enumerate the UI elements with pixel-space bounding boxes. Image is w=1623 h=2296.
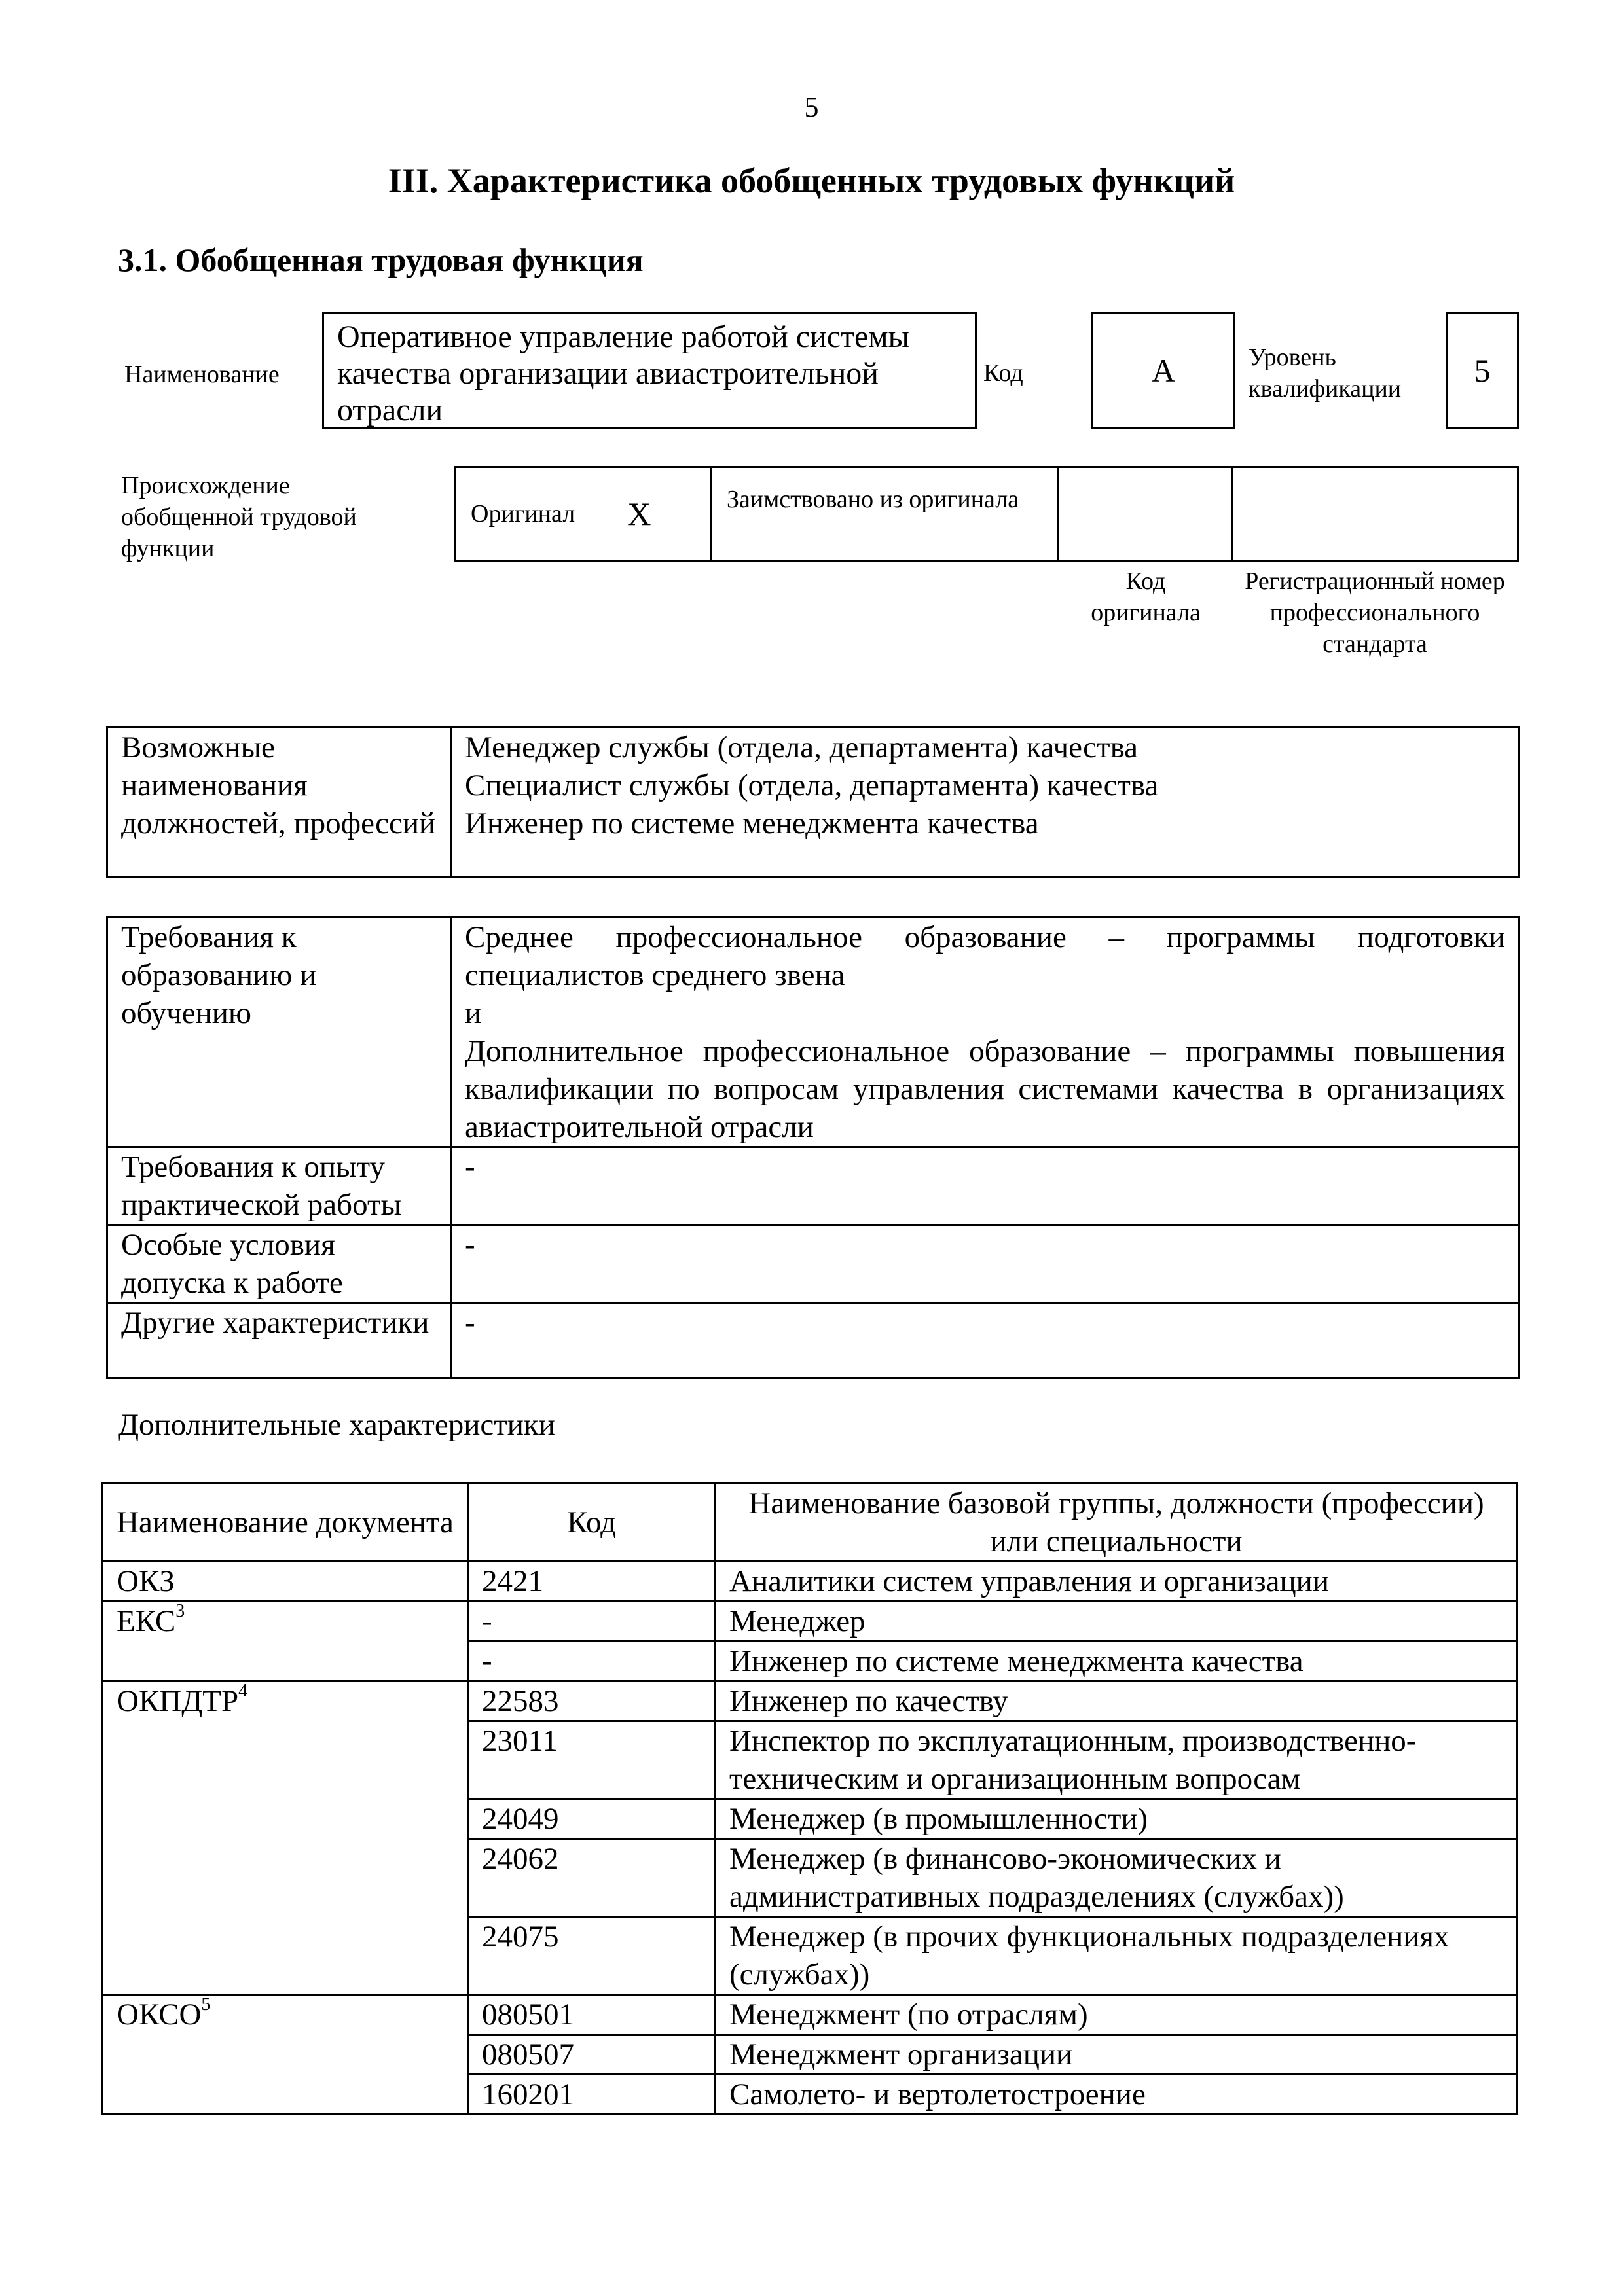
name-cell: Менеджмент (по отраслям) — [716, 1995, 1518, 2035]
header-name: Наименование базовой группы, должности (профессии) или специальности — [716, 1484, 1518, 1562]
req-other-label: Другие характеристики — [107, 1303, 451, 1378]
doc-cell — [103, 2075, 468, 2115]
header-doc: Наименование документа — [103, 1484, 468, 1562]
additional-table-body — [103, 1562, 1518, 2115]
origin-reg-cell — [1231, 466, 1519, 562]
name-cell: Менеджер (в финансово-экономических и административных подразделениях (службах)) — [716, 1839, 1518, 1917]
code-cell: 080501 — [468, 1995, 716, 2035]
original-mark: X — [627, 495, 651, 532]
table-row — [103, 2035, 1518, 2075]
table-row — [103, 1562, 1518, 1602]
req-experience-value: - — [451, 1147, 1520, 1225]
name-cell: Инспектор по эксплуатационным, производственно-техническим и организационным вопросам — [716, 1721, 1518, 1799]
req-education-line: Дополнительное профессиональное образование – программы повышения квалификации по вопросам управления системами качества в организациях авиастроительной отрасли — [465, 1034, 1505, 1144]
table-row — [103, 1799, 1518, 1839]
req-education-value — [451, 918, 1520, 1147]
name-cell: Самолето- и вертолетостроение — [716, 2075, 1518, 2115]
table-header-row — [103, 1484, 1518, 1562]
doc-cell — [103, 1562, 468, 1602]
table-row — [107, 1225, 1520, 1303]
footnote-ref: 5 — [201, 1994, 211, 2015]
name-cell: Менеджер — [716, 1602, 1518, 1641]
req-education-line: и — [465, 996, 482, 1030]
code-original-caption: Код оригинала — [1091, 567, 1201, 626]
doc-cell — [103, 2035, 468, 2075]
name-cell: Инженер по качеству — [716, 1681, 1518, 1721]
borrowed-label: Заимствовано из оригинала — [727, 486, 1019, 513]
requirements-table — [106, 916, 1520, 1379]
footnote-ref: 4 — [238, 1681, 248, 1701]
doc-name: ОКЗ — [117, 1564, 175, 1598]
table-row — [103, 1995, 1518, 2035]
name-cell: Менеджер (в прочих функциональных подразделениях (службах)) — [716, 1917, 1518, 1995]
positions-values — [451, 728, 1520, 878]
header-code: Код — [468, 1484, 716, 1562]
table-row — [107, 1303, 1520, 1378]
req-experience-label: Требования к опыту практической работы — [107, 1147, 451, 1225]
code-cell: - — [468, 1602, 716, 1641]
name-cell: Инженер по системе менеджмента качества — [716, 1641, 1518, 1681]
level-label: Уровень квалификации — [1249, 344, 1402, 403]
code-cell: - — [468, 1641, 716, 1681]
req-education-label: Требования к образованию и обучению — [107, 918, 451, 1147]
table-row — [107, 728, 1520, 878]
doc-cell — [103, 1917, 468, 1995]
footnote-ref: 3 — [175, 1601, 185, 1621]
additional-heading: Дополнительные характеристики — [118, 1408, 555, 1442]
table-row — [103, 1641, 1518, 1681]
origin-borrowed-cell — [710, 466, 1059, 562]
req-other-value: - — [451, 1303, 1520, 1378]
code-cell: 2421 — [468, 1562, 716, 1602]
doc-cell — [103, 1681, 468, 1721]
original-label: Оригинал — [471, 500, 575, 528]
doc-cell — [103, 1995, 468, 2035]
origin-label: Происхождение обобщенной трудовой функции — [121, 472, 357, 562]
doc-name: ЕКС — [117, 1604, 176, 1638]
doc-name: ОКСО — [117, 1998, 202, 2032]
reg-number-caption: Регистрационный номер профессионального стандарта — [1245, 567, 1505, 658]
req-admission-label: Особые условия допуска к работе — [107, 1225, 451, 1303]
positions-label: Возможные наименования должностей, профессий — [107, 728, 451, 878]
doc-cell — [103, 1641, 468, 1681]
position-item: Менеджер службы (отдела, департамента) качества — [465, 730, 1139, 764]
code-value: A — [1151, 352, 1176, 389]
origin-code-cell — [1057, 466, 1233, 562]
code-value-box — [1091, 312, 1235, 429]
doc-name: ОКПДТР — [117, 1684, 239, 1718]
name-label: Наименование — [124, 361, 280, 388]
name-cell: Менеджмент организации — [716, 2035, 1518, 2075]
code-cell: 23011 — [468, 1721, 716, 1799]
table-row — [103, 2075, 1518, 2115]
code-cell: 22583 — [468, 1681, 716, 1721]
name-value-box — [322, 312, 977, 429]
code-cell: 24049 — [468, 1799, 716, 1839]
positions-table — [106, 726, 1520, 878]
code-label: Код — [983, 359, 1023, 387]
doc-cell — [103, 1799, 468, 1839]
position-item: Инженер по системе менеджмента качества — [465, 806, 1039, 840]
name-value: Оперативное управление работой системы качества организации авиастроительной отрасли — [337, 319, 909, 427]
name-cell: Аналитики систем управления и организации — [716, 1562, 1518, 1602]
code-cell: 080507 — [468, 2035, 716, 2075]
doc-cell — [103, 1602, 468, 1641]
code-cell: 160201 — [468, 2075, 716, 2115]
table-row — [107, 918, 1520, 1147]
table-row — [103, 1681, 1518, 1721]
req-admission-value: - — [451, 1225, 1520, 1303]
level-value: 5 — [1474, 352, 1491, 389]
table-row — [107, 1147, 1520, 1225]
doc-cell — [103, 1839, 468, 1917]
code-cell: 24062 — [468, 1839, 716, 1917]
subsection-title: 3.1. Обобщенная трудовая функция — [118, 242, 644, 278]
table-row — [103, 1602, 1518, 1641]
doc-cell — [103, 1721, 468, 1799]
page-number: 5 — [804, 91, 819, 123]
section-title: III. Характеристика обобщенных трудовых функций — [388, 161, 1235, 200]
table-row — [103, 1917, 1518, 1995]
level-value-box — [1446, 312, 1519, 429]
code-cell: 24075 — [468, 1917, 716, 1995]
table-row — [103, 1839, 1518, 1917]
position-item: Специалист службы (отдела, департамента) качества — [465, 768, 1159, 802]
additional-table — [101, 1482, 1518, 2115]
req-education-line: Среднее профессиональное образование – программы подготовки специалистов среднего звена — [465, 920, 1505, 992]
table-row — [103, 1721, 1518, 1799]
origin-original-cell — [454, 466, 712, 562]
name-cell: Менеджер (в промышленности) — [716, 1799, 1518, 1839]
